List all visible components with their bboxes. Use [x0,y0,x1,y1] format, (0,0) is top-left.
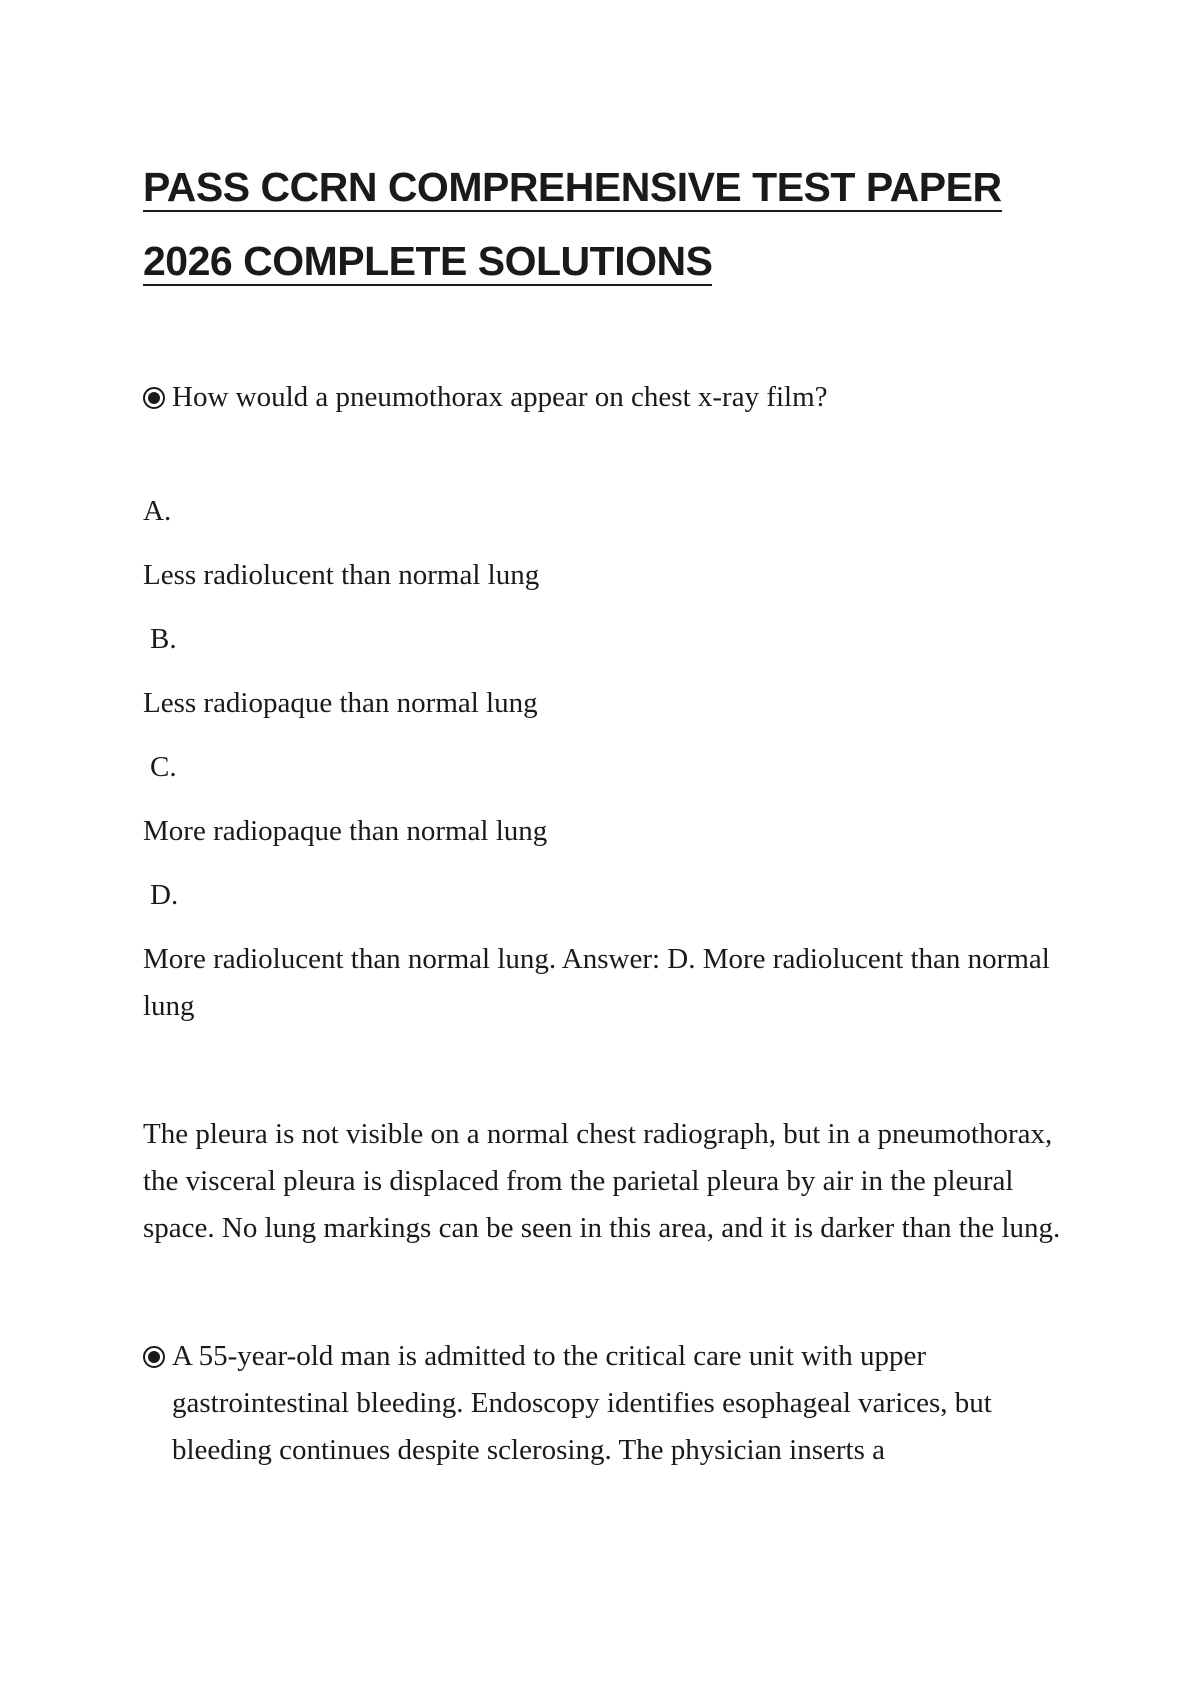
question-2-text: A 55-year-old man is admitted to the critical care unit with upper gastrointestinal bleeding. Endoscopy identifies esophageal varices, but bleeding continues despite sclerosing. The physician inserts a [172,1340,992,1466]
document-page [143,150,1063,1474]
title-line-1: PASS CCRN COMPREHENSIVE TEST PAPER [143,164,1002,210]
option-d-text: More radiolucent than normal lung. Answer: D. More radiolucent than normal lung [143,943,1050,1022]
question-2 [143,1333,1063,1474]
option-b-text: Less radiopaque than normal lung [143,687,538,719]
radio-bullet-icon [143,387,165,409]
question-1-explanation: The pleura is not visible on a normal chest radiograph, but in a pneumothorax, the visceral pleura is displaced from the parietal pleura by air in the pleural space. No lung markings can be seen in this area, and it is darker than the lung. [143,1118,1061,1244]
option-c-letter: C. [150,751,177,783]
title-line-2: 2026 COMPLETE SOLUTIONS [143,238,713,284]
radio-bullet-icon [143,1346,165,1368]
option-d-letter: D. [150,879,179,911]
answer-options [143,488,1063,1030]
option-b-letter: B. [150,623,177,655]
question-1 [143,374,1063,421]
option-c-text: More radiopaque than normal lung [143,815,548,847]
option-a-text: Less radiolucent than normal lung [143,559,540,591]
option-a-letter: A. [143,495,172,527]
page-title [143,150,1063,298]
question-1-text: How would a pneumothorax appear on chest x-ray film? [172,381,828,413]
